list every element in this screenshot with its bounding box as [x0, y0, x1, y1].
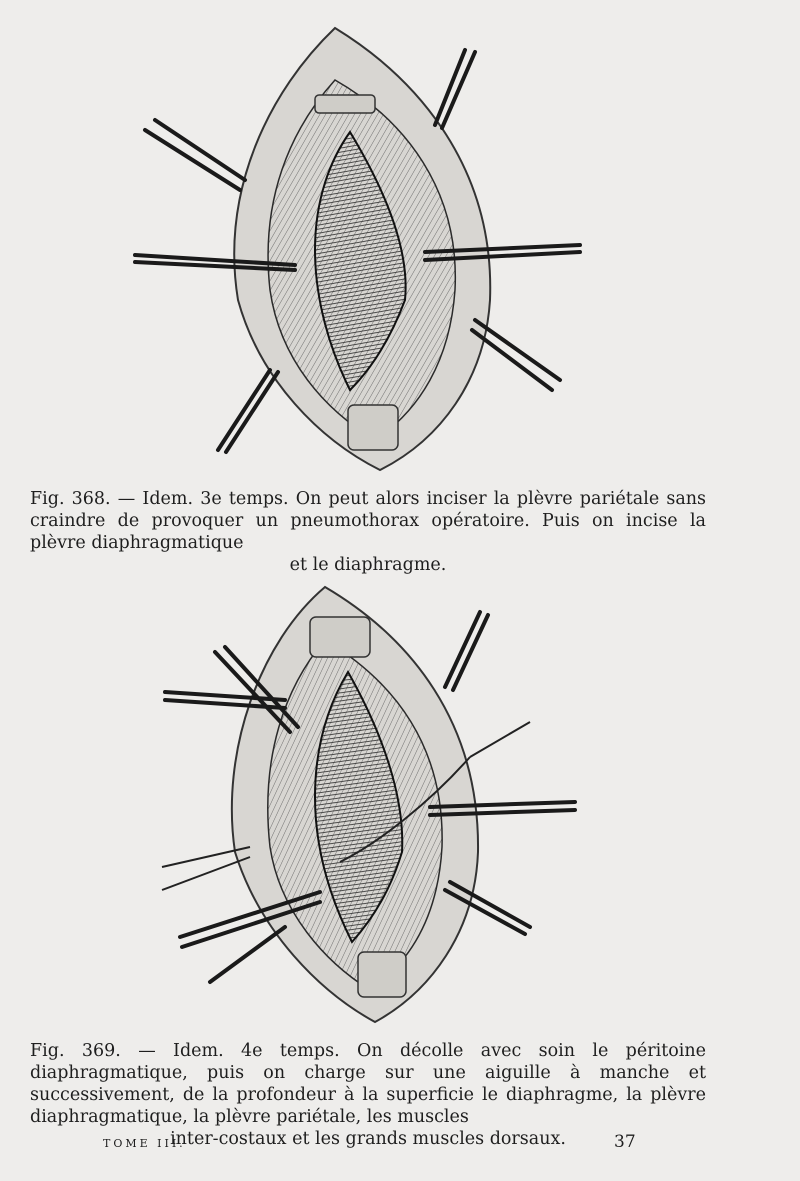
- caption-text: Fig. 369. — Idem. 4e temps. On décolle avec soin le péritoine diaphragmatique, puis on charge sur une aiguille à manche et successivement, de la profondeur à la superficie le diaphragme, la plèvre diaphragmatique, la plèvre pariétale, les muscles: [30, 1041, 706, 1127]
- figure-369-illustration: [120, 582, 600, 1030]
- caption-text-last-line: et le diaphragme.: [289, 555, 447, 575]
- figure-369-caption: [30, 1040, 706, 1150]
- figure-368-caption: [30, 488, 706, 576]
- caption-text: Fig. 368. — Idem. 3e temps. On peut alors inciser la plèvre pariétale sans craindre de provoquer un pneumothorax opératoire. Puis on incise la plèvre diaphragmatique: [30, 489, 706, 553]
- caption-text-last-line: inter-costaux et les grands muscles dorsaux.: [170, 1129, 566, 1149]
- figure-368-illustration: [120, 20, 600, 480]
- page-number: 37: [614, 1132, 636, 1152]
- volume-label: TOME III.: [103, 1137, 186, 1150]
